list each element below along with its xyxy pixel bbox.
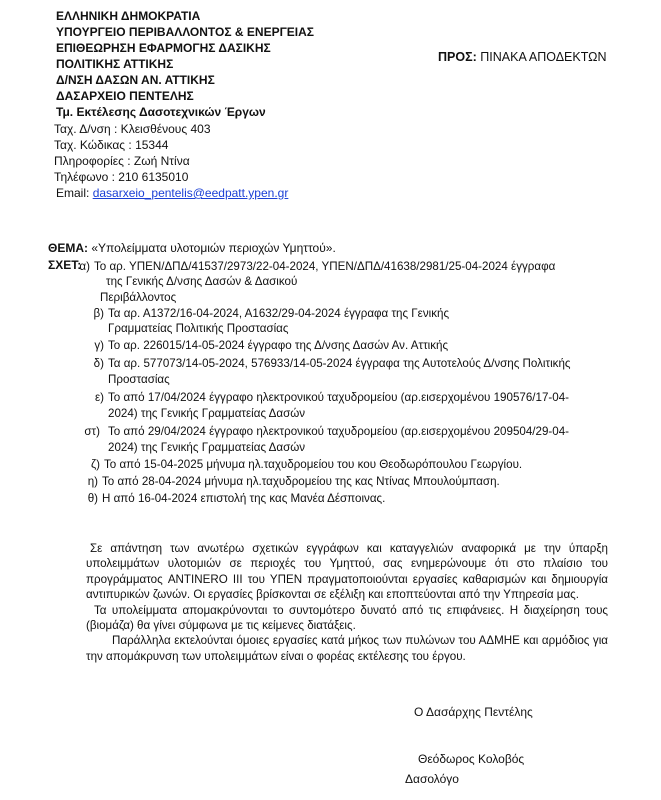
signatory-name: Θεόδωρος Κολοβός (418, 752, 525, 766)
reference-marker: α) (79, 260, 90, 273)
reference-marker: η) (87, 475, 98, 488)
references-label: ΣΧΕΤ: (48, 258, 82, 272)
subject-label: ΘΕΜΑ: (48, 241, 88, 255)
reference-marker: γ) (94, 339, 104, 352)
org-line: ΔΑΣΑΡΧΕΙΟ ΠΕΝΤΕΛΗΣ (56, 89, 194, 103)
address: Ταχ. Δ/νση : Κλεισθένους 403 (54, 122, 211, 136)
reference-marker: ζ) (91, 458, 100, 471)
org-line: ΕΠΙΘΕΩΡΗΣΗ ΕΦΑΡΜΟΓΗΣ ΔΑΣΙΚΗΣ (56, 41, 271, 55)
reference-marker: ε) (94, 391, 104, 404)
signatory-role: Δασολόγο (405, 772, 459, 786)
reference-line: Το από 17/04/2024 έγγραφο ηλεκτρονικού ταχυδρομείου (αρ.εισερχομένου 190576/17-04- (108, 391, 570, 404)
subject-value: «Υπολείμματα υλοτομιών περιοχών Υμηττού». (88, 241, 336, 255)
reference-marker: β) (93, 307, 104, 320)
org-line: ΕΛΛΗΝΙΚΗ ΔΗΜΟΚΡΑΤΙΑ (56, 9, 201, 23)
recipient-value: ΠΙΝΑΚΑ ΑΠΟΔΕΚΤΩΝ (476, 50, 607, 64)
signatory-title: Ο Δασάρχης Πεντέλης (414, 705, 533, 719)
postcode: Ταχ. Κώδικας : 15344 (54, 138, 169, 152)
reference-line: Προστασίας (108, 373, 170, 386)
reference-marker: στ) (84, 425, 100, 438)
reference-line: 2024) της Γενικής Γραμματείας Δασών (108, 407, 306, 420)
email-line (56, 185, 314, 201)
reference-line: Το από 15-04-2025 μήνυμα ηλ.ταχυδρομείου του κου Θεοδωρόπουλου Γεωργίου. (104, 458, 523, 471)
recipient (438, 50, 607, 64)
reference-line: Το αρ. ΥΠΕΝ/ΔΠΔ/41537/2973/22-04-2024, ΥΠΕΝ/ΔΠΔ/41638/2981/25-04-2024 έγγραφα (94, 260, 556, 273)
org-line: ΥΠΟΥΡΓΕΙΟ ΠΕΡΙΒΑΛΛΟΝΤΟΣ & ΕΝΕΡΓΕΙΑΣ (56, 25, 314, 39)
sender-header (56, 8, 314, 201)
org-line: ΠΟΛΙΤΙΚΗΣ ΑΤΤΙΚΗΣ (56, 57, 174, 71)
org-line: Τμ. Εκτέλεσης Δασοτεχνικών Έργων (56, 105, 266, 119)
reference-marker: θ) (87, 492, 98, 505)
phone: Τηλέφωνο : 210 6135010 (54, 170, 189, 184)
body-paragraph: Τα υπολείμματα απομακρύνονται το συντομότερο δυνατό από τις επιφάνειες. Η διαχείρηση τους (βιομάζα) θα γίνει σύμφωνα με τις κείμενες διατάξεις. (86, 603, 608, 633)
reference-line: Το από 29/04/2024 έγγραφο ηλεκτρονικού ταχυδρομείου (αρ.εισερχομένου 209504/29-04- (108, 425, 570, 438)
reference-line: 2024) της Γενικής Γραμματείας Δασών (108, 441, 306, 454)
body-paragraph: Σε απάντηση των ανωτέρω σχετικών εγγράφων και καταγγελιών αναφορικά με την ύπαρξη υπολειμμάτων υλοτομιών σε περιοχές του Υμηττού, σας ενημερώνουμε ότι στο πλαίσιο του προγράμματος ANTINERO III του ΥΠΕΝ πραγματοποιούνται εργασίες καθαρισμών και δημιουργία αντιπυρικών ζωνών. Οι εργασίες βρίσκονται σε εξέλιξη και εποπτεύονται από την Υπηρεσία μας. (86, 542, 608, 602)
reference-line: Γραμματείας Πολιτικής Προστασίας (108, 322, 289, 335)
subject (48, 241, 336, 255)
email-link[interactable]: dasarxeio_pentelis@eedpatt.ypen.gr (92, 186, 289, 200)
contact-person: Πληροφορίες : Ζωή Ντίνα (54, 154, 190, 168)
reference-line: Το αρ. 226015/14-05-2024 έγγραφο της Δ/νσης Δασών Αν. Αττικής (108, 339, 449, 352)
reference-line: Η από 16-04-2024 επιστολή της κας Μανέα Δέσποινας. (102, 492, 386, 505)
email-label: Email: (56, 186, 93, 200)
reference-line: Περιβάλλοντος (100, 291, 177, 304)
letter-body (86, 541, 608, 664)
reference-line: Τα αρ. Α1372/16-04-2024, Α1632/29-04-2024 έγγραφα της Γενικής (108, 307, 450, 320)
org-line: Δ/ΝΣΗ ΔΑΣΩΝ ΑΝ. ΑΤΤΙΚΗΣ (56, 73, 215, 87)
recipient-label: ΠΡΟΣ: (438, 50, 477, 64)
body-paragraph: Παράλληλα εκτελούνται όμοιες εργασίες κατά μήκος των πυλώνων του ΑΔΜΗΕ και αρμόδιος για την απομάκρυνση των υπολειμμάτων είναι ο φορέας εκτέλεσης του έργου. (86, 634, 608, 663)
reference-line: της Γενικής Δ/νσης Δασών & Δασικού (106, 275, 298, 288)
reference-line: Το από 28-04-2024 μήνυμα ηλ.ταχυδρομείου της κας Ντίνας Μπουλούμπαση. (102, 475, 500, 488)
reference-marker: δ) (93, 357, 104, 370)
reference-line: Τα αρ. 577073/14-05-2024, 576933/14-05-2024 έγγραφα της Αυτοτελούς Δ/νσης Πολιτικής (108, 357, 571, 370)
